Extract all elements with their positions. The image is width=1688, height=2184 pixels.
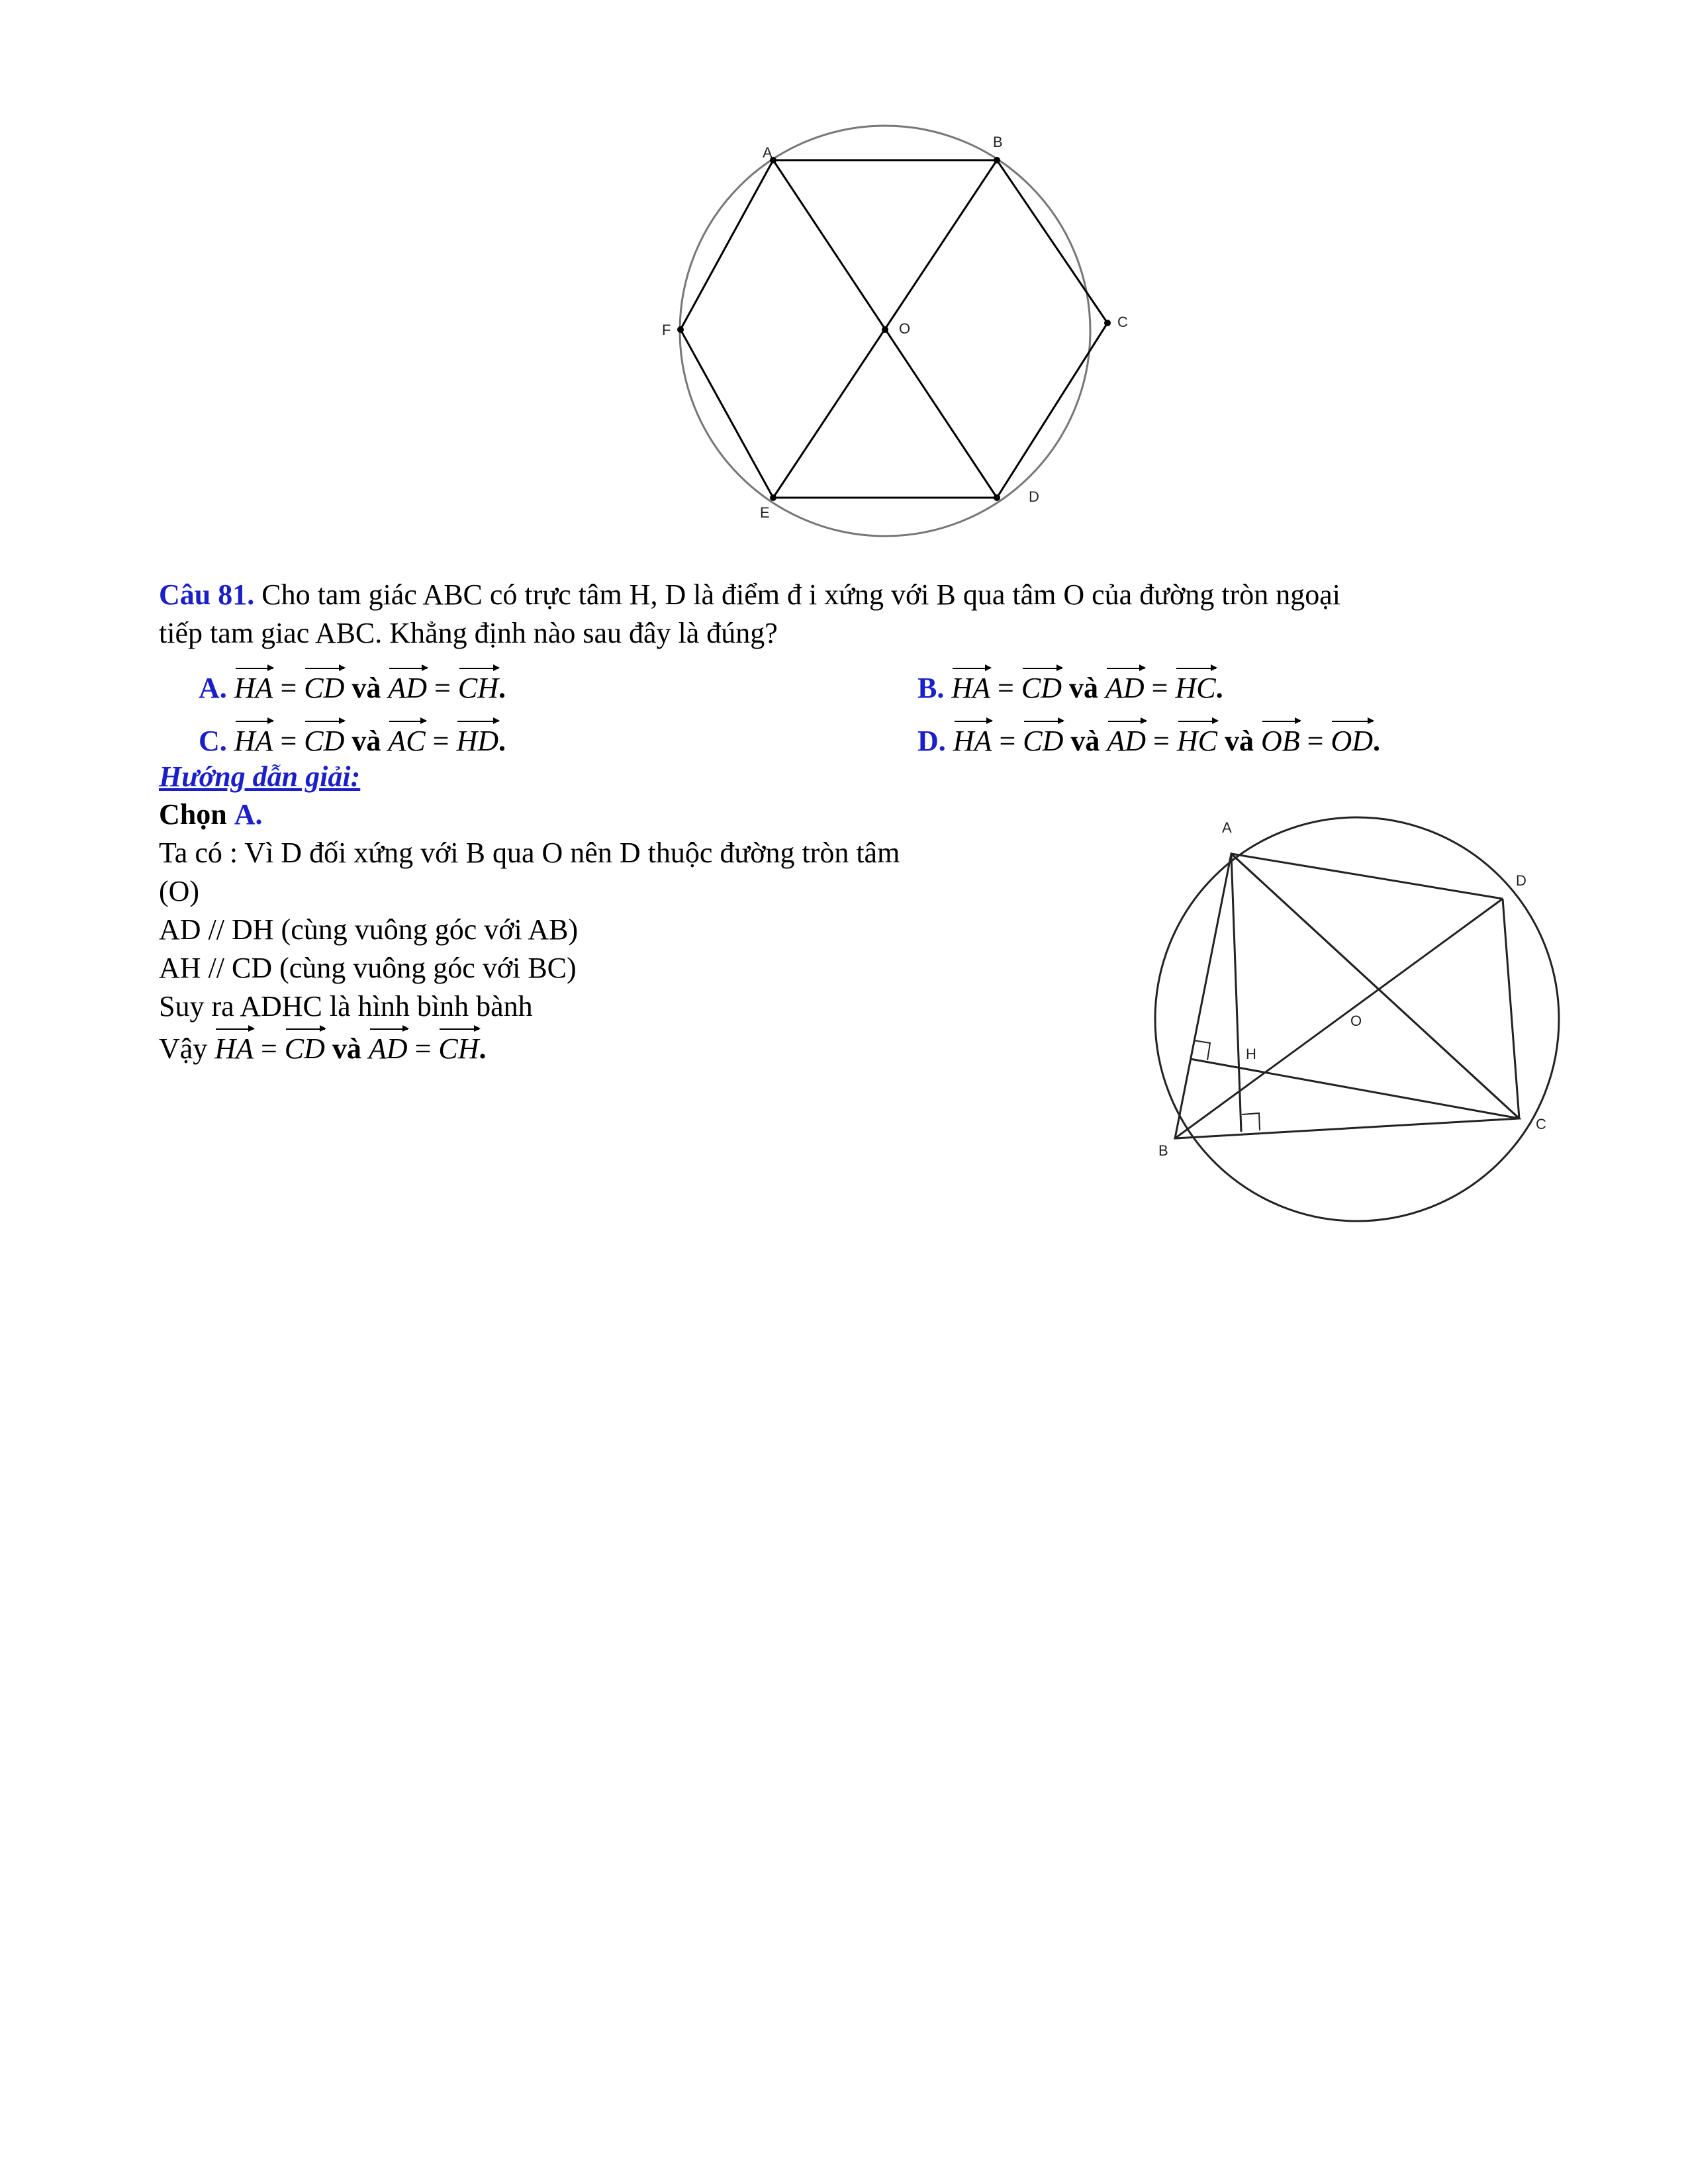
solution-line-2: (O) [159, 875, 200, 907]
right-angle-mark-2 [1242, 1113, 1260, 1130]
option-d[interactable]: D. HA = CD và AD = HC và OB = OD. [917, 718, 1380, 760]
label2-c: C [1536, 1116, 1546, 1132]
triangle-abc [1175, 854, 1519, 1138]
solution-body [159, 796, 1059, 1068]
chon-line: Chọn A. [159, 798, 263, 831]
solution-heading: Hướng dẫn giải: [159, 760, 361, 793]
altitude-a [1231, 854, 1241, 1132]
solution-line-3: AD // DH (cùng vuông góc với AB) [159, 913, 579, 946]
triangle-figure [1125, 801, 1575, 1238]
question-line-1: Cho tam giác ABC có trực tâm H, D là điểm đ i xứng với B qua tâm O của đường tròn ngoại [261, 578, 1340, 611]
segment-bd [1175, 899, 1503, 1138]
question-text [159, 576, 1556, 653]
label2-d: D [1516, 872, 1526, 889]
label2-o: O [1350, 1013, 1362, 1029]
question-line-2: tiếp tam giac ABC. Khẳng định nào sau đây là đúng? [159, 617, 778, 649]
segment-dc [1503, 899, 1519, 1118]
label-d: D [1029, 488, 1039, 505]
question-number: Câu 81. [159, 578, 255, 611]
label2-a: A [1222, 819, 1232, 836]
option-b[interactable]: B. HA = CD và AD = HC. [917, 665, 1223, 707]
label-a: A [763, 144, 773, 161]
right-angle-mark-1 [1194, 1040, 1210, 1060]
solution-line-5: Suy ra ADHC là hình bình bành [159, 990, 533, 1023]
label2-b: B [1158, 1142, 1168, 1159]
hexagon [680, 160, 1107, 498]
label-o: O [899, 320, 911, 337]
option-c[interactable]: C. HA = CD và AC = HD. [199, 718, 506, 760]
label-e: E [760, 504, 770, 521]
option-a[interactable]: A. HA = CD và AD = CH. [199, 665, 506, 707]
solution-line-1: Ta có : Vì D đối xứng với B qua O nên D thuộc đường tròn tâm [159, 837, 900, 869]
conclusion-line: Vậy HA = CD và AD = CH. [159, 1026, 1059, 1068]
label-c: C [1117, 314, 1128, 330]
label-f: F [662, 322, 671, 338]
label-b: B [993, 134, 1003, 150]
solution-line-4: AH // CD (cùng vuông góc với BC) [159, 952, 577, 984]
hexagon-figure [662, 119, 1139, 543]
label2-h: H [1246, 1046, 1256, 1062]
